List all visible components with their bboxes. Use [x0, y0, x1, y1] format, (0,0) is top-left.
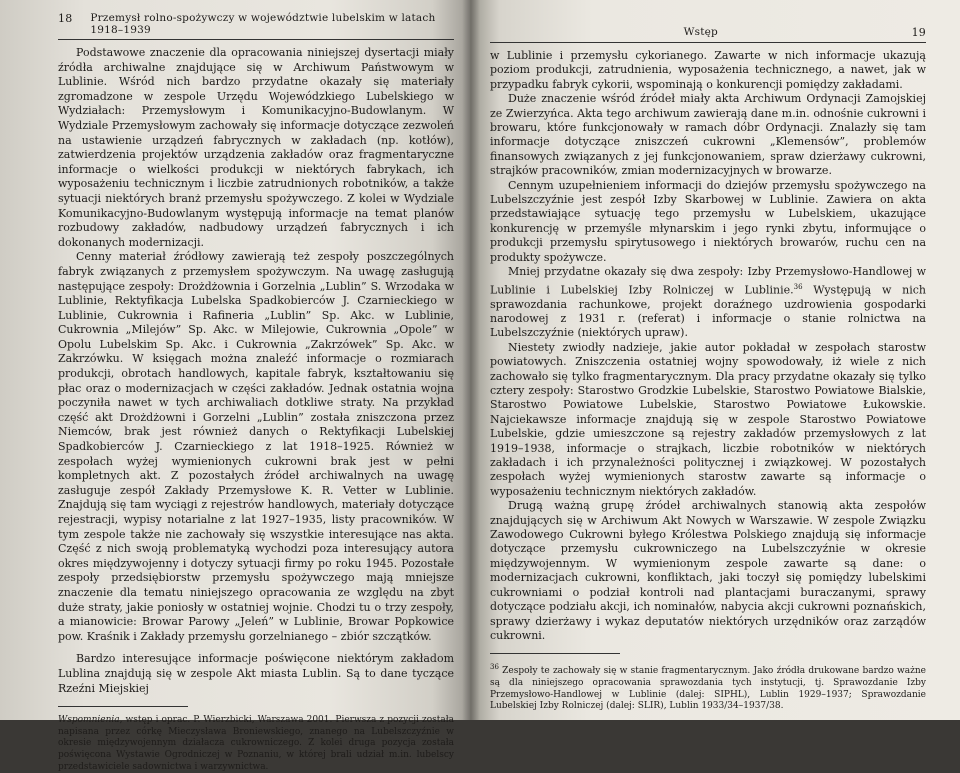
- right-page-body: [490, 49, 926, 643]
- footnote-ref: 36: [793, 282, 803, 291]
- left-page-header: [58, 12, 454, 40]
- footnote-text: , wstęp i oprac. P. Wierzbicki, Warszawa 2001. Pierwsza z pozycji została napisana przez córkę Mieczysława Broniewskiego, znanego na Lubelszczyźnie w okresie międzywojennym działacza cukrowniczego. Z kolei druga pozycja została poświęcona Wystawie Ogrodniczej w Poznaniu, w której brali udział m.in. lubelscy przedstawiciele sadownictwa i warzywnictwa.: [58, 715, 454, 772]
- footnote-italic-title: Wspomnienia: [58, 715, 120, 726]
- paragraph: Bardzo interesujące informacje poświęcone niektórym zakładom Lublina znajdują się w zespole Akt miasta Lublin. Są to dane tyczące Rzeźni Miejskiej: [58, 652, 454, 695]
- paragraph: Podstawowe znaczenie dla opracowania niniejszej dysertacji miały źródła archiwalne znajdujące się w Archiwum Państwowym w Lublinie. Wśród nich bardzo przydatne okazały się materiały zgromadzone w zespole Urzędu Wojewódzkiego Lubelskiego w Wydziałach: Przemysłowym i Komunikacyjno-Budowlanym. W Wydziale Przemysłowym zachowały się informacje dotyczące zezwoleń na ustawienie urządzeń fabrycznych w zakładach (np. kotłów), zatwierdzenia projektów urządzenia zakładów oraz fragmentaryczne informacje o wielkości produkcji w niektórych fabrykach, ich wyposażeniu technicznym i liczbie zatrudnionych robotników, a także sytuacji niektórych branż przemysłu spożywczego. Z kolei w Wydziale Komunikacyjno-Budowlanym występują informacje na temat planów rozbudowy zakładów, nadbudowy urządzeń fabrycznych i ich dokonanych modernizacji.: [58, 46, 454, 249]
- footnote-left: [58, 715, 454, 773]
- book-gutter: [462, 0, 480, 720]
- paragraph: Drugą ważną grupę źródeł archiwalnych stanowią akta zespołów znajdujących się w Archiwum Akt Nowych w Warszawie. W zespole Związku Zawodowego Cukrowni byłego Królestwa Polskiego znajdują się informacje dotyczące przemysłu cukrowniczego na Lubelszczyźnie w okresie międzywojennym. W wymienionym zespole zawarte są dane: o modernizacjach cukrowni, konfliktach, jaki toczył się pomiędzy lubelskimi cukrowniami o podział kontroli nad plantacjami buraczanymi, sprawy dotyczące podziału akcji, ich nominałów, nabycia akcji cukrowni poznańskich, sprawy dzierżawy i wykaz deputatów niektórych urzędników oraz zarządów cukrowni.: [490, 499, 926, 642]
- paragraph: [490, 265, 926, 341]
- paragraph: Cenny materiał źródłowy zawierają też zespoły poszczególnych fabryk związanych z przemysłem spożywczym. Na uwagę zasługują następujące zespoły: Drożdżownia i Gorzelnia „Lublin” S. Wrzodaka w Lublinie, Rektyfikacja Lubelska Spadkobierców J. Czarnieckiego w Lublinie, Cukrownia i Rafineria „Lublin” Sp. Akc. w Lublinie, Cukrownia „Milejów” Sp. Akc. w Milejowie, Cukrownia „Opole” w Opolu Lubelskim Sp. Akc. i Cukrownia „Zakrzówek” Sp. Akc. w Zakrzówku. W księgach można znaleźć informacje o rozmiarach produkcji, obrotach handlowych, kapitale fabryk, kształtowaniu się płac oraz o modernizacjach w części zakładów. Jednak ostatnia wojna poczyniła nawet w tych archiwaliach dotkliwe straty. Na przykład część akt Drożdżowni i Gorzelni „Lublin” została zniszczona przez Niemców, brak jest również danych o Rektyfikacji Lubelskiej Spadkobierców J. Czarnieckiego z lat 1918–1925. Również w zespołach wyżej wymienionych cukrowni brak jest w pełni kompletnych akt. Z pozostałych źródeł archiwalnych na uwagę zasługuje zespół Zakłady Przemysłowe K. R. Vetter w Lublinie. Znajdują się tam wyciągi z rejestrów handlowych, materiały dotyczące rejestracji, wypisy notarialne z lat 1927–1935, listy pracowników. W tym zespole także nie zachowały się wszystkie interesujące nas akta. Część z nich swoją problematyką wychodzi poza interesujący autora okres międzywojenny i dotyczy sytuacji firmy po roku 1945. Pozostałe zespoły przedsiębiorstw przemysłu spożywczego mają mniejsze znaczenie dla tematu niniejszego opracowania ze względu na zbyt duże straty, jakie poniosły w ostatniej wojnie. Chodzi tu o trzy zespoły, a mianowicie: Browar Parowy „Jeleń” w Lublinie, Browar Popkowice pow. Kraśnik i Zakłady przemysłu gorzelnianego – zbiór szczątków.: [58, 250, 454, 643]
- right-page-header: [490, 26, 926, 43]
- paragraph: w Lublinie i przemysłu cykorianego. Zawarte w nich informacje ukazują poziom produkcji, zatrudnienia, wyposażenia technicznego, a nawet, jak w przypadku fabryk cykorii, wspominają o konkurencji pomiędzy zakładami.: [490, 49, 926, 91]
- footnote-separator: [58, 706, 188, 707]
- left-page-body: [58, 46, 454, 696]
- page-number-left: 18: [58, 12, 73, 25]
- paragraph: Cennym uzupełnieniem informacji do dziejów przemysłu spożywczego na Lubelszczyźnie jest zespół Izby Skarbowej w Lublinie. Zawiera on akta przedstawiające sytuację tego przemysłu w Lubelskiem, ukazujące konkurencję w przemyśle młynarskim i jego rynki zbytu, informujące o produkcji przemysłu spirytusowego i niektórych browarów, ruchu cen na produkty spożywcze.: [490, 178, 926, 264]
- paragraph: Niestety zwiodły nadzieje, jakie autor pokładał w zespołach starostw powiatowych. Zniszczenia ostatniej wojny spowodowały, iż wiele z nich zachowało się tylko fragmentarycznym. Dla pracy przydatne okazały się tylko cztery zespoły: Starostwo Grodzkie Lubelskie, Starostwo Powiatowe Bialskie, Starostwo Powiatowe Lubelskie, Starostwo Powiatowe Łukowskie. Najciekawsze informacje znajdują się w zespole Starostwo Powiatowe Lubelskie, gdzie umieszczone są rejestry zakładów przemysłowych z lat 1919–1938, informacje o strajkach, liczbie robotników w niektórych zakładach i ich przynależności politycznej i związkowej. W pozostałych zespołach wyżej wymienionych starostw zawarte są informacje o wyposażeniu technicznym niektórych zakładów.: [490, 340, 926, 498]
- footnote-number: 36: [490, 663, 499, 672]
- left-page: [0, 0, 470, 772]
- running-head-right: Wstęp: [683, 26, 718, 38]
- right-page: [470, 0, 960, 720]
- paragraph: Duże znaczenie wśród źródeł miały akta Archiwum Ordynacji Zamojskiej ze Zwierzyńca. Akta tego archiwum zawierają dane m.in. odnośnie cukrowni i browaru, które funkcjonowały w ramach dóbr Ordynacji. Znalazły się tam informacje dotyczące zniszczeń cukrowni „Klemensów”, problemów finansowych związanych z jej funkcjonowaniem, spraw dzierżawy cukrowni, strajków pracowników, zmian modernizacyjnych w browarze.: [490, 92, 926, 178]
- paragraph-text: Mniej przydatne okazały się dwa zespoły: Izby Przemysłowo-Handlowej w Lublinie i Lubelskiej Izby Rolniczej w Lublinie.: [490, 265, 926, 297]
- footnote-text: Zespoły te zachowały się w stanie fragmentarycznym. Jako źródła drukowane bardzo ważne są dla niniejszego opracowania sprawozdania tych instytucji, tj. Sprawozdanie Izby Przemysłowo-Handlowej w Lublinie (dalej: SIPHL), Lublin 1929–1937; Sprawozdanie Lubelskiej Izby Rolniczej (dalej: SLIR), Lublin 1933/34–1937/38.: [490, 666, 926, 712]
- running-head-left: Przemysł rolno-spożywczy w województwie lubelskim w latach 1918–1939: [90, 12, 436, 36]
- page-number-right: 19: [911, 26, 926, 39]
- footnote-separator: [490, 653, 620, 654]
- footnote-right: [490, 662, 926, 712]
- paragraph-text: Występują w nich sprawozdania rachunkowe, projekt doraźnego uzdrowienia gospodarki narodowej z 1931 r. (referat) i informacje o stanie rolnictwa na Lubelszczyźnie (niektórych upraw).: [490, 283, 926, 340]
